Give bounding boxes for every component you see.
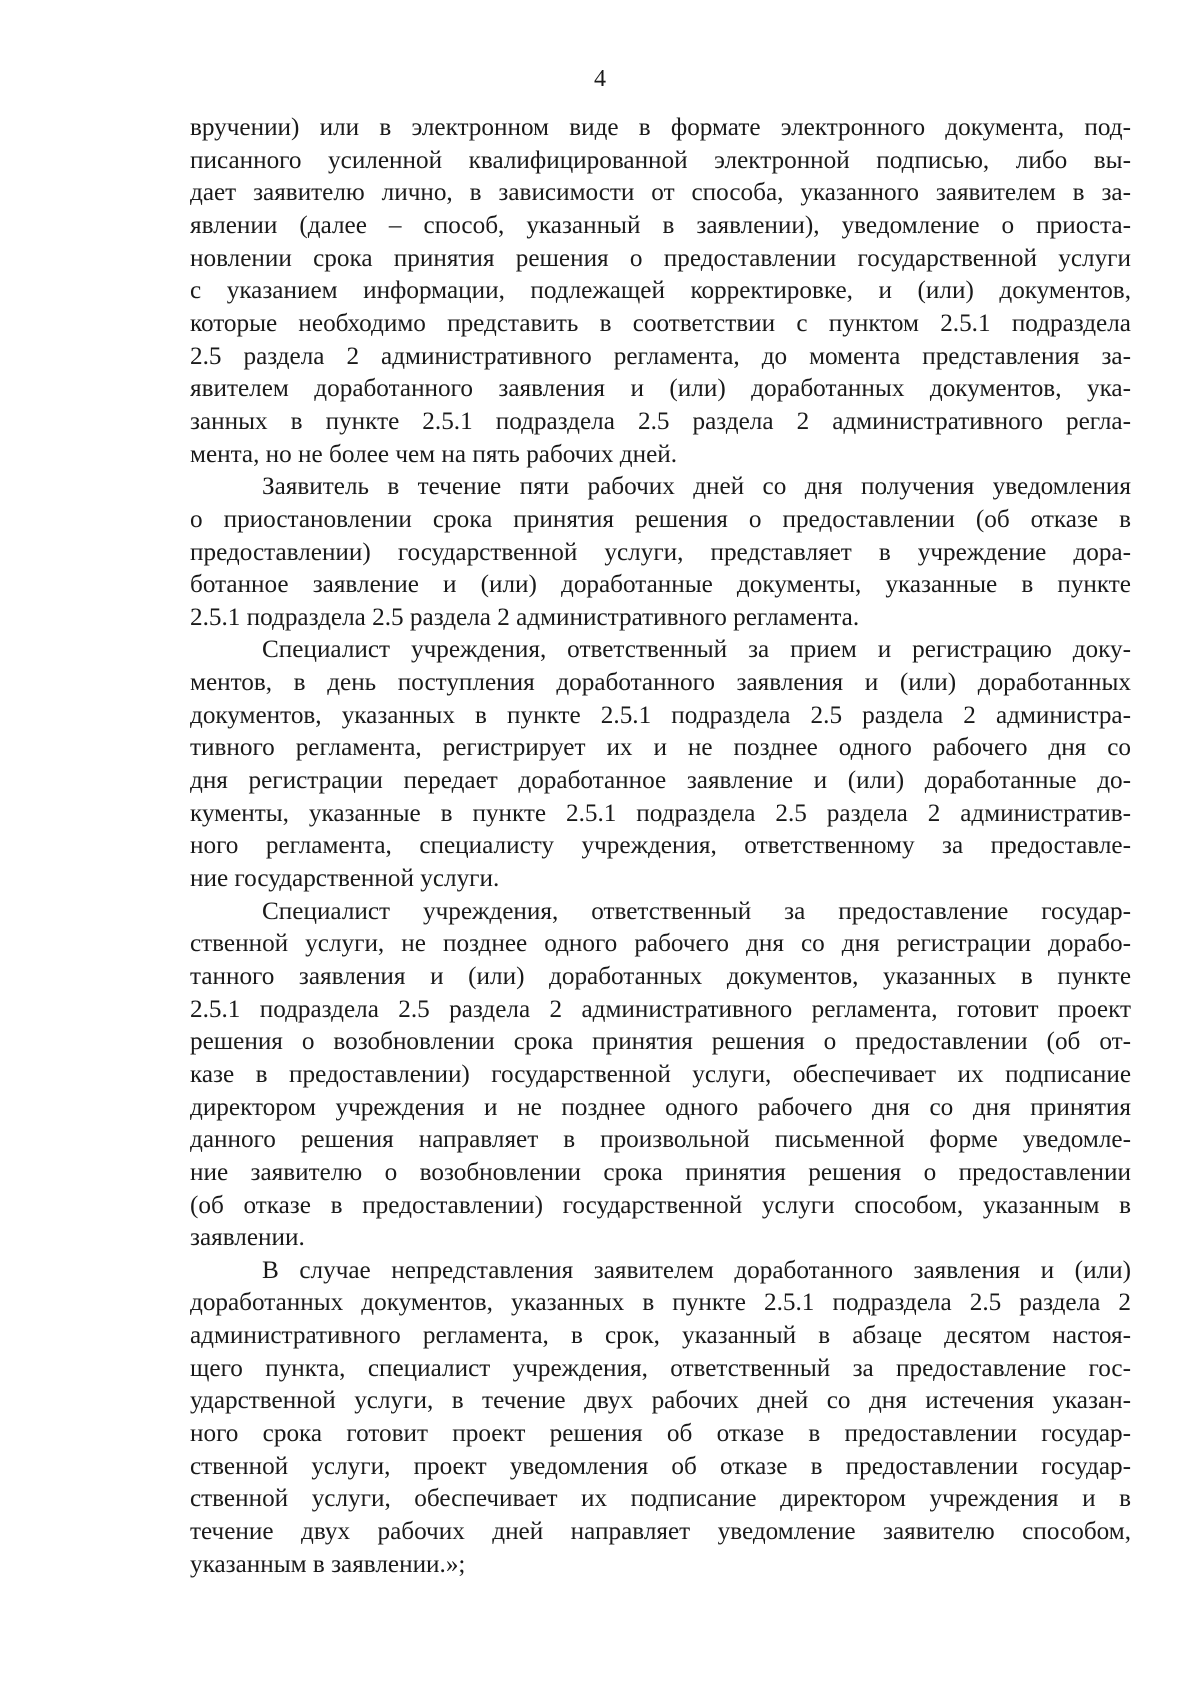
text-line: явлении (далее – способ, указанный в заявлении), уведомление о приоста- xyxy=(190,211,1131,239)
text-line: явителем доработанного заявления и (или) доработанных документов, ука- xyxy=(190,375,1131,403)
text-line: решения о возобновлении срока принятия решения о предоставлении (об от- xyxy=(190,1028,1131,1056)
text-line: ного срока готовит проект решения об отказе в предоставлении государ- xyxy=(190,1420,1131,1447)
text-line: заявлении. xyxy=(190,1224,305,1252)
text-line: директором учреждения и не позднее одного рабочего дня со дня принятия xyxy=(190,1093,1131,1121)
text-line: Заявитель в течение пяти рабочих дней со дня получения уведомления xyxy=(262,473,1131,501)
text-line: новлении срока принятия решения о предоставлении государственной услуги xyxy=(190,244,1131,272)
text-line: дает заявителю лично, в зависимости от способа, указанного заявителем в за- xyxy=(190,179,1131,207)
text-line: ментов, в день поступления доработанного заявления и (или) доработанных xyxy=(190,669,1131,696)
text-line: щего пункта, специалист учреждения, ответственный за предоставление гос- xyxy=(190,1354,1131,1382)
text-line: ственной услуги, не позднее одного рабочего дня со дня регистрации дорабо- xyxy=(190,930,1131,958)
text-line: 2.5.1 подраздела 2.5 раздела 2 административного регламента. xyxy=(190,603,860,631)
text-line: (об отказе в предоставлении) государственной услуги способом, указанным в xyxy=(190,1191,1131,1219)
text-line: дня регистрации передает доработанное заявление и (или) доработанные до- xyxy=(190,767,1131,794)
text-line: документов, указанных в пункте 2.5.1 подраздела 2.5 раздела 2 администра- xyxy=(190,701,1131,729)
text-line: Специалист учреждения, ответственный за прием и регистрацию доку- xyxy=(262,636,1131,664)
text-line: которые необходимо представить в соответствии с пунктом 2.5.1 подраздела xyxy=(190,309,1131,337)
text-line: казе в предоставлении) государственной услуги, обеспечивает их подписание xyxy=(190,1060,1131,1088)
text-line: ботанное заявление и (или) доработанные документы, указанные в пункте xyxy=(190,571,1131,599)
text-line: ного регламента, специалисту учреждения, ответственному за предоставле- xyxy=(190,832,1131,860)
text-line: В случае непредставления заявителем доработанного заявления и (или) xyxy=(262,1256,1131,1284)
text-line: танного заявления и (или) доработанных документов, указанных в пункте xyxy=(190,962,1131,990)
text-line: мента, но не более чем на пять рабочих дней. xyxy=(190,440,678,468)
text-line: ственной услуги, обеспечивает их подписание директором учреждения и в xyxy=(190,1485,1131,1513)
text-line: кументы, указанные в пункте 2.5.1 подраздела 2.5 раздела 2 административ- xyxy=(190,799,1131,827)
text-line: занных в пункте 2.5.1 подраздела 2.5 раздела 2 административного регла- xyxy=(190,407,1131,435)
text-line: писанного усиленной квалифицированной электронной подписью, либо вы- xyxy=(190,146,1131,174)
text-line: 2.5.1 подраздела 2.5 раздела 2 административного регламента, готовит проект xyxy=(190,995,1131,1023)
text-line: предоставлении) государственной услуги, представляет в учреждение дора- xyxy=(190,538,1131,566)
text-line: ние заявителю о возобновлении срока принятия решения о предоставлении xyxy=(190,1158,1131,1186)
text-line: ударственной услуги, в течение двух рабочих дней со дня истечения указан- xyxy=(190,1387,1131,1415)
text-line: тивного регламента, регистрирует их и не позднее одного рабочего дня со xyxy=(190,734,1131,762)
text-line: указанным в заявлении.»; xyxy=(190,1550,466,1578)
text-line: административного регламента, в срок, указанный в абзаце десятом настоя- xyxy=(190,1322,1131,1349)
text-line: ние государственной услуги. xyxy=(190,864,500,892)
text-line: с указанием информации, подлежащей корректировке, и (или) документов, xyxy=(190,277,1131,305)
text-line: данного решения направляет в произвольной письменной форме уведомле- xyxy=(190,1126,1131,1154)
text-line: течение двух рабочих дней направляет уведомление заявителю способом, xyxy=(190,1518,1131,1545)
text-line: Специалист учреждения, ответственный за предоставление государ- xyxy=(262,897,1131,925)
text-line: 2.5 раздела 2 административного регламента, до момента представления за- xyxy=(190,342,1131,370)
page-number: 4 xyxy=(594,66,606,92)
text-line: о приостановлении срока принятия решения о предоставлении (об отказе в xyxy=(190,505,1131,533)
text-line: вручении) или в электронном виде в формате электронного документа, под- xyxy=(190,114,1131,141)
text-line: доработанных документов, указанных в пункте 2.5.1 подраздела 2.5 раздела 2 xyxy=(190,1289,1131,1317)
text-line: ственной услуги, проект уведомления об отказе в предоставлении государ- xyxy=(190,1452,1131,1480)
